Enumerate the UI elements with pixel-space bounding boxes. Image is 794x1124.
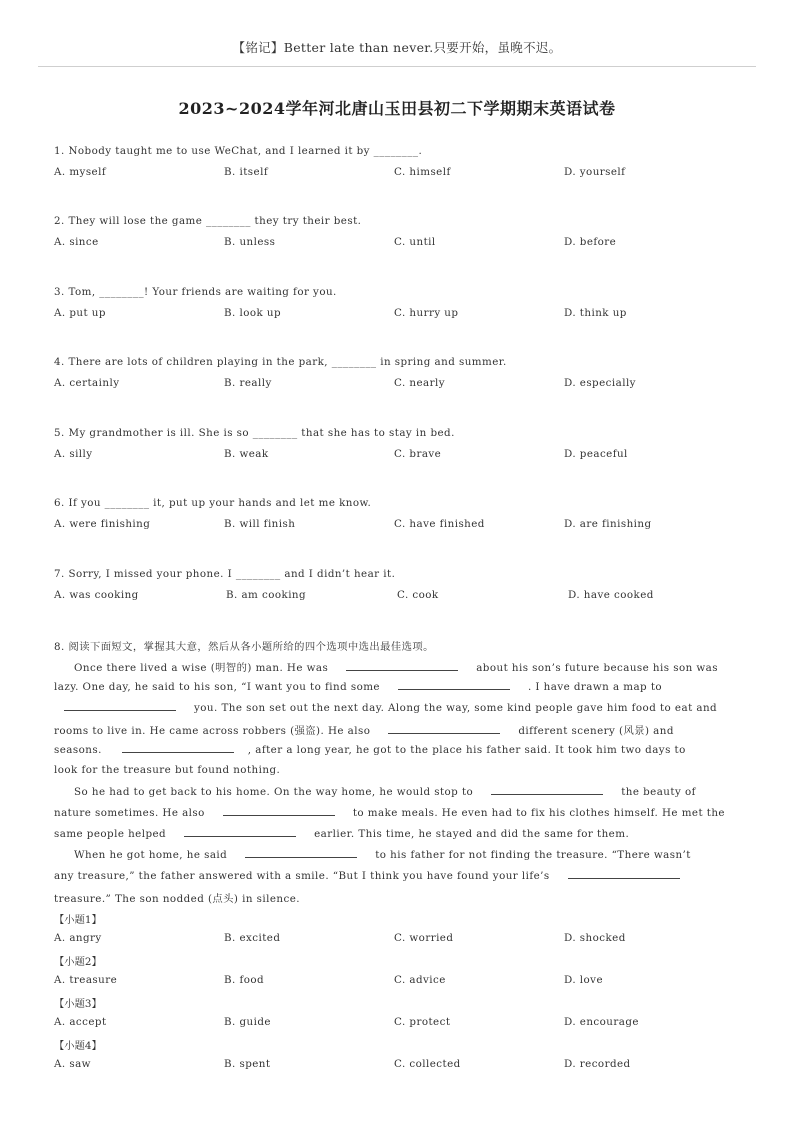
q3-option-a[interactable]: A. put up	[54, 307, 106, 319]
cloze-line-10	[74, 848, 691, 861]
q7-option-a[interactable]: A. was cooking	[54, 589, 139, 601]
question-7-stem: 7. Sorry, I missed your phone. I ________ and I didn’t hear it.	[54, 568, 396, 580]
cloze-text: When he got home, he said	[74, 849, 228, 861]
cloze-line-1	[74, 659, 718, 674]
q4-option-a[interactable]: A. certainly	[54, 377, 120, 389]
page-title: 2023~2024学年河北唐山玉田县初二下学期期末英语试卷	[178, 99, 616, 118]
q5-option-a[interactable]: A. silly	[54, 448, 93, 460]
cloze-text: the beauty of	[621, 786, 696, 798]
cloze-line-8	[54, 806, 725, 819]
sq4-option-a[interactable]: A. saw	[54, 1058, 91, 1070]
q5-option-c[interactable]: C. brave	[394, 448, 442, 460]
sub-question-3-tag: 【小题3】	[54, 998, 102, 1010]
q2-option-d[interactable]: D. before	[564, 236, 617, 248]
cloze-blank-4[interactable]	[388, 724, 500, 734]
cloze-line-7	[74, 785, 696, 798]
cloze-blank-5[interactable]	[122, 743, 234, 753]
cloze-text: any treasure,” the father answered with a smile. “But I think you have found your life’s	[54, 870, 550, 882]
q4-option-b[interactable]: B. really	[224, 377, 272, 389]
cloze-text: you. The son set out the next day. Along the way, some kind people gave him food to eat and	[194, 702, 718, 714]
cloze-text: So he had to get back to his home. On the way home, he would stop to	[74, 786, 474, 798]
sq2-option-c[interactable]: C. advice	[394, 974, 446, 986]
sq3-option-a[interactable]: A. accept	[54, 1016, 107, 1028]
cloze-text: earlier. This time, he stayed and did the same for them.	[314, 828, 630, 840]
sub-question-2-tag: 【小题2】	[54, 956, 102, 968]
cloze-text: to make meals. He even had to fix his clothes himself. He met the	[352, 807, 725, 819]
cloze-text: . I have drawn a map to	[527, 681, 663, 693]
cloze-blank-8[interactable]	[184, 827, 296, 837]
q5-option-d[interactable]: D. peaceful	[564, 448, 628, 460]
sq3-option-d[interactable]: D. encourage	[564, 1016, 639, 1028]
cloze-line-12: treasure.” The son nodded (点头) in silence.	[54, 893, 300, 905]
q3-option-b[interactable]: B. look up	[224, 307, 282, 319]
q7-option-c[interactable]: C. cook	[397, 589, 439, 601]
question-3-stem: 3. Tom, ________! Your friends are waiting for you.	[54, 286, 337, 298]
sq3-option-c[interactable]: C. protect	[394, 1016, 451, 1028]
cloze-line-3	[54, 701, 717, 714]
cloze-text: different scenery (风景) and	[518, 725, 674, 737]
sq1-option-d[interactable]: D. shocked	[564, 932, 626, 944]
sq4-option-d[interactable]: D. recorded	[564, 1058, 631, 1070]
sq1-option-a[interactable]: A. angry	[54, 932, 102, 944]
cloze-blank-3[interactable]	[64, 701, 176, 711]
q2-option-c[interactable]: C. until	[394, 236, 436, 248]
cloze-text: nature sometimes. He also	[54, 807, 205, 819]
q4-option-d[interactable]: D. especially	[564, 377, 636, 389]
sq2-option-b[interactable]: B. food	[224, 974, 265, 986]
q1-option-b[interactable]: B. itself	[224, 166, 269, 178]
q3-option-c[interactable]: C. hurry up	[394, 307, 459, 319]
sq4-option-c[interactable]: C. collected	[394, 1058, 461, 1070]
cloze-line-6: look for the treasure but found nothing.	[54, 764, 281, 776]
q1-option-d[interactable]: D. yourself	[564, 166, 626, 178]
question-5-stem: 5. My grandmother is ill. She is so ________ that she has to stay in bed.	[54, 427, 455, 439]
question-4-stem: 4. There are lots of children playing in the park, ________ in spring and summer.	[54, 356, 507, 368]
cloze-text: to his father for not finding the treasure. “There wasn’t	[375, 849, 691, 861]
q7-option-d[interactable]: D. have cooked	[568, 589, 654, 601]
cloze-text: same people helped	[54, 828, 167, 840]
q1-option-a[interactable]: A. myself	[54, 166, 107, 178]
cloze-line-2	[54, 680, 662, 693]
q2-option-b[interactable]: B. unless	[224, 236, 276, 248]
q5-option-b[interactable]: B. weak	[224, 448, 269, 460]
cloze-blank-7[interactable]	[223, 806, 335, 816]
q6-option-b[interactable]: B. will finish	[224, 518, 296, 530]
question-1-stem: 1. Nobody taught me to use WeChat, and I learned it by ________.	[54, 145, 423, 157]
cloze-blank-9[interactable]	[245, 848, 357, 858]
cloze-blank-1[interactable]	[346, 661, 458, 671]
q7-option-b[interactable]: B. am cooking	[226, 589, 307, 601]
sub-question-4-tag: 【小题4】	[54, 1040, 102, 1052]
cloze-line-9	[54, 827, 629, 840]
q4-option-c[interactable]: C. nearly	[394, 377, 446, 389]
cloze-blank-6[interactable]	[491, 785, 603, 795]
page-motto: 【铭记】Better late than never.只要开始，虽晚不迟。	[232, 40, 562, 55]
sq2-option-a[interactable]: A. treasure	[54, 974, 118, 986]
sq2-option-d[interactable]: D. love	[564, 974, 603, 986]
cloze-text: rooms to live in. He came across robbers (强盗). He also	[54, 725, 371, 737]
q6-option-a[interactable]: A. were finishing	[54, 518, 151, 530]
cloze-blank-10[interactable]	[568, 869, 680, 879]
cloze-text: seasons.	[54, 744, 102, 756]
cloze-line-4	[54, 722, 674, 737]
cloze-line-11	[54, 869, 698, 882]
q3-option-d[interactable]: D. think up	[564, 307, 627, 319]
q2-option-a[interactable]: A. since	[54, 236, 99, 248]
cloze-text: about his son’s future because his son was	[476, 662, 718, 674]
cloze-line-5	[54, 743, 686, 756]
q1-option-c[interactable]: C. himself	[394, 166, 451, 178]
q6-option-d[interactable]: D. are finishing	[564, 518, 652, 530]
cloze-text: lazy. One day, he said to his son, “I want you to find some	[54, 681, 380, 693]
sq1-option-b[interactable]: B. excited	[224, 932, 281, 944]
header-divider	[38, 66, 756, 67]
cloze-intro: 8. 阅读下面短文，掌握其大意，然后从各小题所给的四个选项中选出最佳选项。	[54, 641, 434, 653]
sq4-option-b[interactable]: B. spent	[224, 1058, 271, 1070]
cloze-text: , after a long year, he got to the place his father said. It took him two days to	[247, 744, 686, 756]
cloze-blank-2[interactable]	[398, 680, 510, 690]
cloze-text: Once there lived a wise (明智的) man. He was	[74, 662, 329, 674]
question-6-stem: 6. If you ________ it, put up your hands and let me know.	[54, 497, 372, 509]
q6-option-c[interactable]: C. have finished	[394, 518, 485, 530]
sq1-option-c[interactable]: C. worried	[394, 932, 454, 944]
sq3-option-b[interactable]: B. guide	[224, 1016, 271, 1028]
sub-question-1-tag: 【小题1】	[54, 914, 102, 926]
question-2-stem: 2. They will lose the game ________ they try their best.	[54, 215, 362, 227]
